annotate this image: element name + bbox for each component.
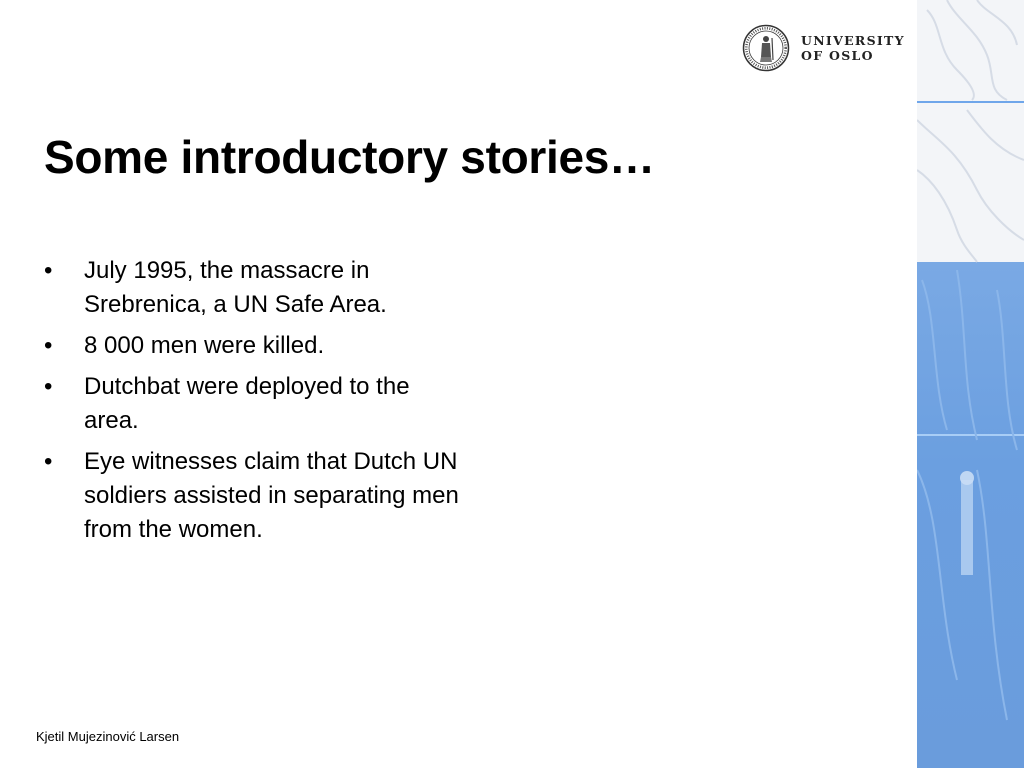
- side-decorative-banner: [917, 0, 1024, 768]
- list-item: [44, 254, 464, 322]
- bullet-text: July 1995, the massacre in Srebrenica, a UN Safe Area.: [84, 257, 387, 318]
- university-seal-icon: [742, 24, 790, 72]
- bullet-text: Eye witnesses claim that Dutch UN soldiers assisted in separating men from the women.: [84, 448, 459, 543]
- bullet-text: Dutchbat were deployed to the area.: [84, 373, 410, 434]
- logo-line-2: OF OSLO: [801, 48, 874, 63]
- slide-title: Some introductory stories…: [44, 131, 655, 183]
- university-logo: [742, 24, 905, 72]
- banner-sculpture-art: [917, 0, 1024, 768]
- bullet-point-icon: •: [44, 257, 53, 284]
- list-item: [44, 329, 464, 363]
- list-item: [44, 370, 464, 438]
- logo-wordmark: [801, 33, 905, 63]
- list-item: [44, 445, 464, 547]
- logo-line-1: UNIVERSITY: [801, 33, 905, 48]
- bullet-text: 8 000 men were killed.: [84, 332, 325, 359]
- bullet-list: [44, 254, 464, 554]
- bullet-point-icon: •: [44, 373, 53, 400]
- footer-author: Kjetil Mujezinović Larsen: [36, 729, 180, 744]
- bullet-point-icon: •: [44, 332, 53, 359]
- bullet-point-icon: •: [44, 448, 53, 475]
